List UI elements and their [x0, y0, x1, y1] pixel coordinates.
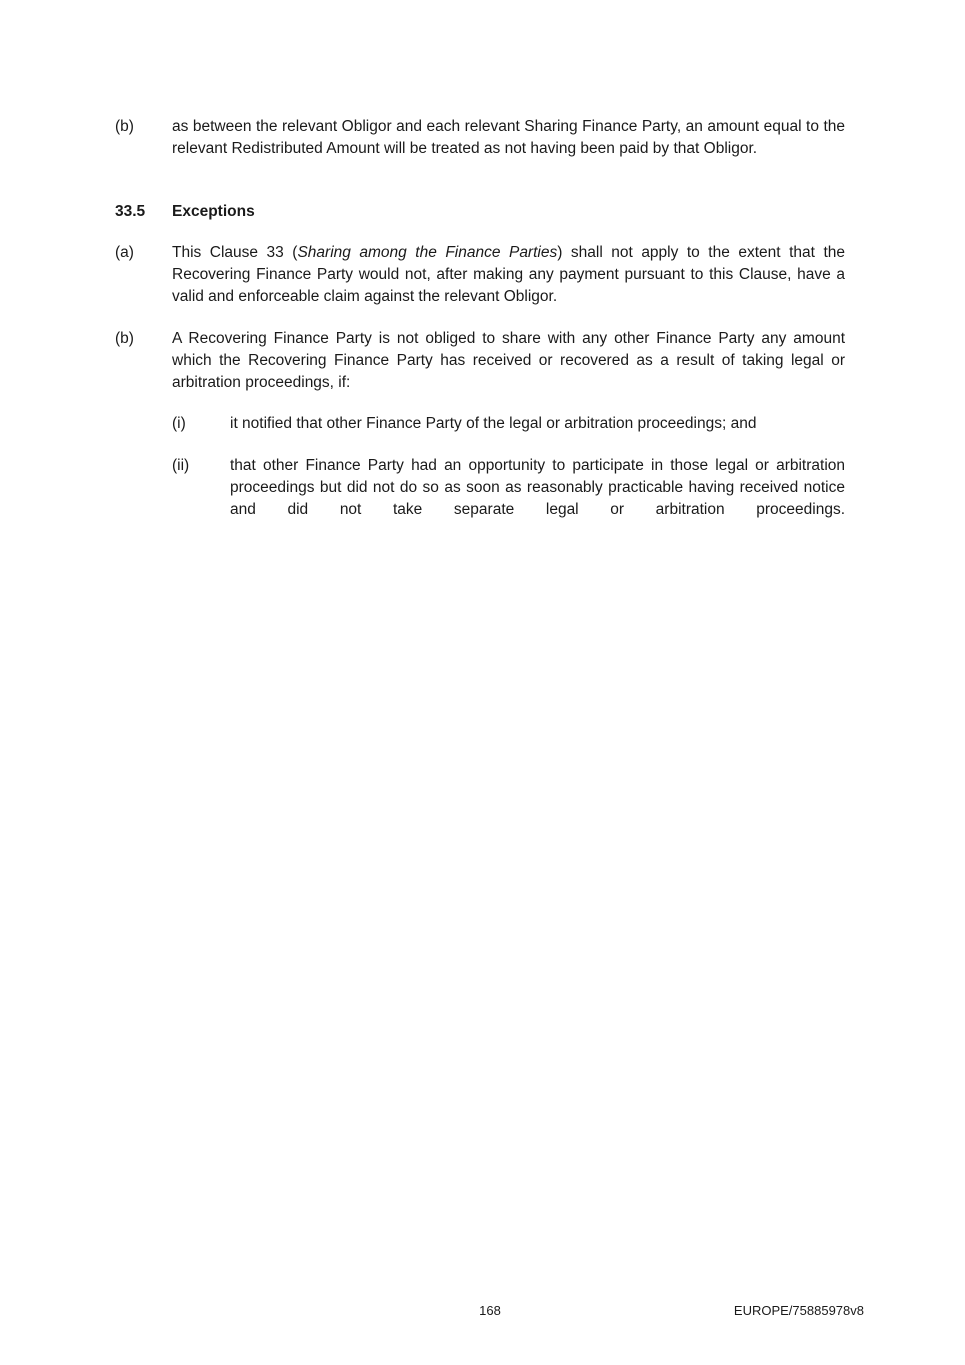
clause-paragraph-b-second	[115, 328, 845, 394]
clause-title-italic: Sharing among the Finance Parties	[297, 244, 558, 261]
clause-paragraph-b-first	[115, 116, 845, 160]
sub-paragraph-text: that other Finance Party had an opportunity to participate in those legal or arbitration proceedings but did not do so as soon as reasonably practicable having received notice and did not take separate legal or arbitration proceedings.	[230, 457, 845, 518]
sub-paragraph-ii	[172, 455, 845, 521]
clause-paragraph-a	[115, 242, 845, 308]
section-number: 33.5	[115, 203, 146, 220]
paragraph-label: (b)	[115, 330, 134, 347]
paragraph-text: as between the relevant Obligor and each relevant Sharing Finance Party, an amount equal to the relevant Redistributed Amount will be treated as not having been paid by that Obligor.	[172, 118, 845, 157]
sub-paragraph-label: (i)	[172, 415, 186, 432]
text-before: This Clause 33 (	[172, 244, 298, 261]
sub-paragraph-label: (ii)	[172, 457, 190, 474]
paragraph-text: A Recovering Finance Party is not obliged to share with any other Finance Party any amount which the Recovering Finance Party has received or recovered as a result of taking legal or arbitration proceedings, if:	[172, 330, 845, 391]
paragraph-label: (a)	[115, 244, 134, 261]
paragraph-text	[172, 242, 845, 308]
sub-paragraph-i	[172, 413, 845, 435]
document-reference: EUROPE/75885978v8	[733, 1303, 864, 1318]
text-after: ) shall not apply to the extent that the Recovering Finance Party would not, after making any payment pursuant to this Clause, have a valid and enforceable claim against the relevant Obligor.	[172, 244, 845, 305]
sub-paragraph-text: it notified that other Finance Party of the legal or arbitration proceedings; and	[230, 415, 757, 432]
paragraph-label: (b)	[115, 118, 134, 135]
page-number: 168	[479, 1303, 501, 1318]
section-title: Exceptions	[172, 203, 255, 220]
section-heading	[115, 201, 845, 223]
